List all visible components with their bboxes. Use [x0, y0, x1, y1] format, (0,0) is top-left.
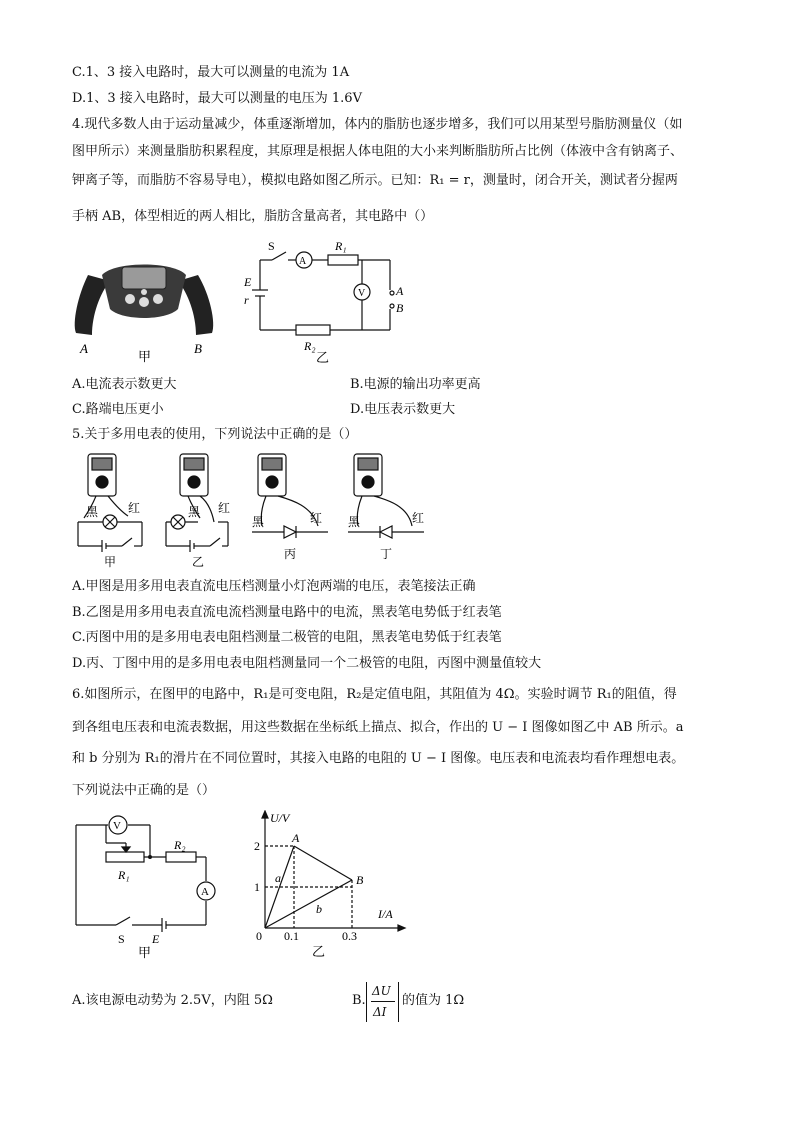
y-tick-1: 1 [254, 880, 260, 894]
q4-option-d: D.电压表示数更大 [350, 402, 456, 417]
label-r1: R₁ [335, 239, 347, 253]
label-r2: R₂ [174, 838, 186, 852]
x-axis-label: I/A [378, 907, 393, 921]
line-b-label: b [316, 902, 322, 916]
caption-jia: 甲 [138, 945, 152, 960]
caption-yi: 乙 [312, 944, 326, 959]
q6-figure-jia-circuit [66, 815, 226, 960]
origin-label: 0 [256, 929, 262, 943]
q6-stem-line4: 下列说法中正确的是（） [72, 783, 216, 798]
terminal-a: A [396, 284, 404, 298]
q4-stem-line3: 钾离子等，而脂肪不容易导电），模拟电路如图乙所示。已知：R₁ = r，测量时，闭合开关，测试者分握两 [72, 173, 678, 188]
fig-bing-black: 黑 [252, 515, 265, 529]
fig-bing-red: 红 [310, 511, 323, 525]
fig-yi-caption: 乙 [192, 555, 205, 568]
label-s: S [118, 932, 125, 946]
q6-figure-yi-ui-graph [250, 810, 410, 960]
q4-figure-yi-circuit [240, 238, 410, 368]
label-r2: R₂ [304, 339, 316, 353]
q5-option-d: D.丙、丁图中用的是多用电表电阻档测量同一个二极管的电阻，丙图中测量值较大 [72, 656, 542, 671]
label-e: E [244, 275, 252, 289]
q5-figures-multimeter [72, 450, 442, 568]
q3-option-c: C.1、3 接入电路时，最大可以测量的电流为 1A [72, 65, 350, 80]
q5-stem: 5.关于多用电表的使用，下列说法中正确的是（） [72, 427, 358, 442]
q4-option-b: B.电源的输出功率更高 [350, 377, 481, 392]
q5-option-c: C.丙图中用的是多用电表电阻档测量二极管的电阻，黑表笔电势低于红表笔 [72, 630, 502, 645]
q4-option-c: C.路端电压更小 [72, 402, 164, 417]
q6-stem-line2: 到各组电压表和电流表数据，用这些数据在坐标纸上描点、拟合，作出的 U − I 图像如图乙中 AB 所示。a [72, 720, 684, 735]
q4-stem-line2: 图甲所示）来测量脂肪积累程度，其原理是根据人体电阻的大小来判断脂肪所占比例（体液中含有钠离子、 [72, 144, 684, 159]
fig-ding-caption: 丁 [380, 547, 393, 561]
fraction-bar [371, 1001, 395, 1002]
label-b: B [194, 341, 202, 356]
q4-stem-line4: 手柄 AB，体型相近的两人相比，脂肪含量高者，其电路中（） [72, 209, 434, 224]
y-tick-2: 2 [254, 839, 260, 853]
label-s: S [268, 239, 275, 253]
caption-yi: 乙 [316, 350, 330, 365]
point-a-label: A [292, 831, 300, 845]
label-a: A [80, 341, 88, 356]
fig-ding-black: 黑 [348, 515, 361, 529]
option-b-prefix: B. [352, 993, 366, 1008]
fraction-numerator: ΔU [372, 984, 391, 998]
fig-jia-black: 黑 [86, 505, 99, 519]
q4-option-a: A.电流表示数更大 [72, 377, 177, 392]
label-r1: R₁ [118, 868, 130, 882]
q6-stem-line1: 6.如图所示，在图甲的电路中，R₁是可变电阻，R₂是定值电阻，其阻值为 4Ω。实验时调节 R₁的阻值，得 [72, 687, 677, 702]
q4-stem-line1: 4.现代多数人由于运动量减少，体重逐渐增加，体内的脂肪也逐步增多，我们可以用某型号脂肪测量仪（如 [72, 117, 683, 132]
fig-jia-red: 红 [128, 501, 141, 515]
q3-option-d: D.1、3 接入电路时，最大可以测量的电压为 1.6V [72, 91, 362, 106]
terminal-b: B [396, 301, 404, 315]
q6-stem-line3: 和 b 分别为 R₁的滑片在不同位置时，其接入电路的电阻的 U − I 图像。电压表和电流表均看作理想电表。 [72, 751, 685, 766]
abs-bar-right [398, 982, 401, 1022]
voltmeter-label: V [358, 288, 366, 299]
fig-jia-caption: 甲 [104, 555, 117, 568]
label-e: E [152, 932, 160, 946]
label-r: r [244, 293, 249, 307]
q5-option-b: B.乙图是用多用电表直流电流档测量电路中的电流，黑表笔电势低于红表笔 [72, 605, 502, 620]
q6-option-a: A.该电源电动势为 2.5V，内阻 5Ω [72, 993, 273, 1008]
caption-jia: 甲 [138, 349, 152, 364]
y-axis-label: U/V [270, 811, 290, 825]
point-b-label: B [356, 873, 364, 887]
q5-option-a: A.甲图是用多用电表直流电压档测量小灯泡两端的电压，表笔接法正确 [72, 579, 476, 594]
ammeter-label: A [201, 886, 209, 898]
x-tick-03: 0.3 [342, 929, 357, 943]
fig-yi-black: 黑 [188, 505, 201, 519]
abs-bar-left [366, 982, 369, 1022]
fraction-denominator: ΔI [373, 1005, 387, 1019]
fig-ding-red: 红 [412, 511, 425, 525]
ammeter-label: A [299, 256, 307, 267]
fig-yi-red: 红 [218, 501, 231, 515]
fig-bing-caption: 丙 [284, 547, 297, 561]
q4-figure-jia-fat-meter [70, 245, 230, 365]
line-a-label: a [275, 871, 281, 885]
voltmeter-label: V [113, 820, 121, 832]
option-b-suffix: 的值为 1Ω [402, 993, 465, 1008]
x-tick-01: 0.1 [284, 929, 299, 943]
